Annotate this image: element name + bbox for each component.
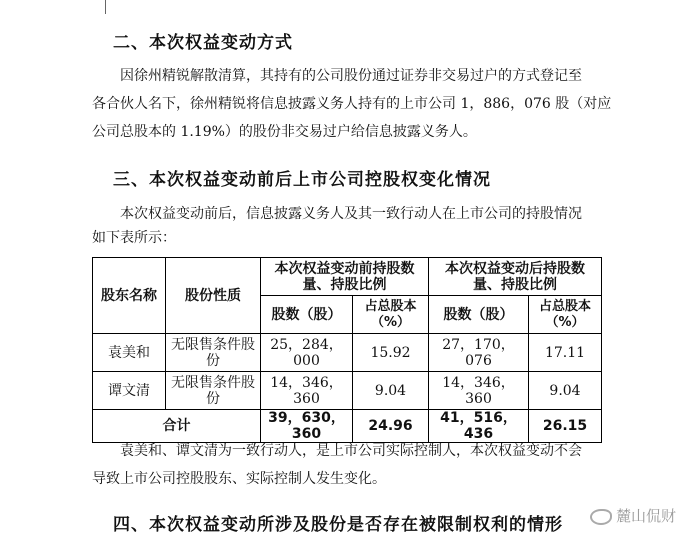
table-row bbox=[93, 372, 602, 410]
weibo-watermark bbox=[590, 505, 676, 526]
total-label: 合计 bbox=[93, 410, 261, 443]
before-shares: 25，284，000 bbox=[261, 334, 353, 372]
paragraph-line: 因徐州精锐解散清算，其持有的公司股份通过证券非交易过户的方式登记至 bbox=[120, 68, 582, 84]
shareholding-table bbox=[92, 257, 602, 443]
paragraph-line: 如下表所示： bbox=[92, 230, 176, 246]
section-3-intro bbox=[92, 200, 622, 248]
shareholder-name: 袁美和 bbox=[93, 334, 166, 372]
paragraph-line: 导致上市公司控股股东、实际控制人发生变化。 bbox=[92, 471, 386, 487]
header-before-change: 本次权益变动前持股数量、持股比例 bbox=[261, 258, 429, 296]
total-before-ratio: 24.96 bbox=[353, 410, 429, 443]
total-after-ratio: 26.15 bbox=[529, 410, 602, 443]
watermark-text: 麓山侃财 bbox=[616, 507, 677, 525]
total-before-shares: 39，630，360 bbox=[261, 410, 353, 443]
paragraph-line: 公司总股本的 1.19%）的股份非交易过户给信息披露义务人。 bbox=[92, 124, 477, 140]
weibo-logo-icon bbox=[590, 509, 612, 525]
paragraph-line: 各合伙人名下，徐州精锐将信息披露义务人持有的上市公司 1，886，076 股（对应 bbox=[92, 96, 612, 112]
header-shareholder-name: 股东名称 bbox=[93, 258, 166, 334]
before-ratio: 15.92 bbox=[353, 334, 429, 372]
table-header-row bbox=[93, 258, 602, 296]
header-before-ratio: 占总股本（%） bbox=[353, 296, 429, 334]
total-after-shares: 41，516，436 bbox=[429, 410, 529, 443]
after-ratio: 9.04 bbox=[529, 372, 602, 410]
section-3-heading: 三、本次权益变动前后上市公司控股权变化情况 bbox=[113, 170, 491, 190]
header-before-shares: 股数（股） bbox=[261, 296, 353, 334]
after-shares: 27，170，076 bbox=[429, 334, 529, 372]
header-after-change: 本次权益变动后持股数量、持股比例 bbox=[429, 258, 602, 296]
header-share-nature: 股份性质 bbox=[166, 258, 261, 334]
share-nature: 无限售条件股份 bbox=[166, 372, 261, 410]
shareholder-name: 谭文清 bbox=[93, 372, 166, 410]
share-nature: 无限售条件股份 bbox=[166, 334, 261, 372]
header-after-ratio: 占总股本（%） bbox=[529, 296, 602, 334]
paragraph-line: 袁美和、谭文清为一致行动人，是上市公司实际控制人，本次权益变动不会 bbox=[120, 443, 582, 459]
controller-note-paragraph bbox=[92, 437, 622, 493]
before-ratio: 9.04 bbox=[353, 372, 429, 410]
section-4-heading: 四、本次权益变动所涉及股份是否存在被限制权利的情形 bbox=[113, 515, 563, 535]
table-row bbox=[93, 334, 602, 372]
section-2-paragraph bbox=[92, 62, 622, 146]
after-ratio: 17.11 bbox=[529, 334, 602, 372]
after-shares: 14，346，360 bbox=[429, 372, 529, 410]
paragraph-line: 本次权益变动前后，信息披露义务人及其一致行动人在上市公司的持股情况 bbox=[120, 206, 582, 222]
section-2-heading: 二、本次权益变动方式 bbox=[113, 33, 293, 53]
header-after-shares: 股数（股） bbox=[429, 296, 529, 334]
top-divider-line bbox=[105, 0, 106, 14]
before-shares: 14，346，360 bbox=[261, 372, 353, 410]
